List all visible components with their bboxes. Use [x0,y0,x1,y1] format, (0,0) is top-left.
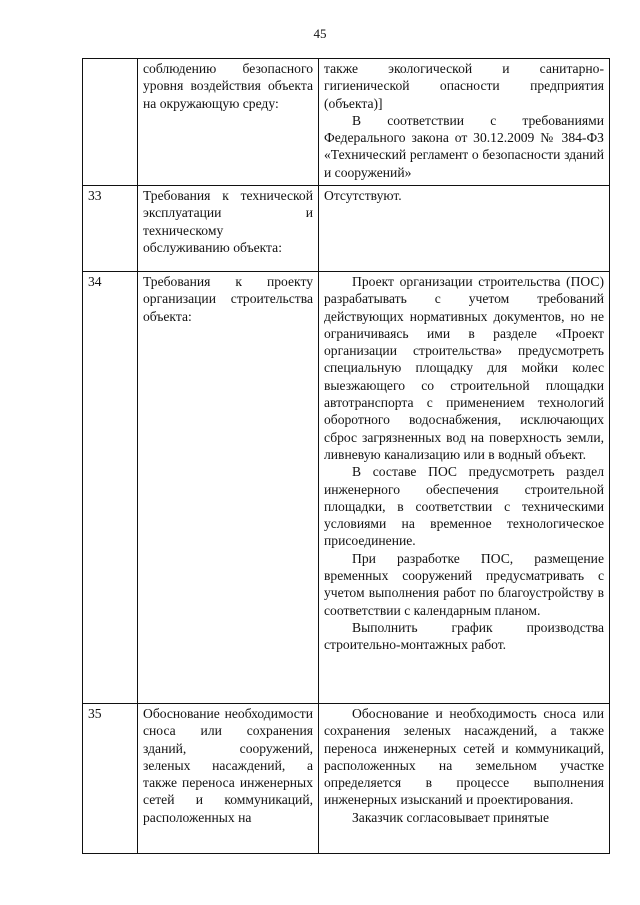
table-row [83,186,610,272]
content-cell [319,59,610,186]
requirement-text: Требования к проекту организации строительства объекта: [143,274,313,324]
requirement-cell [138,59,319,186]
content-paragraph: В соответствии с требованиями Федерального закона от 30.12.2009 № 384-ФЗ «Технический регламент о безопасности зданий и сооружений» [324,112,604,180]
content-cell [319,186,610,272]
content-paragraph: также экологической и санитарно-гигиенической опасности предприятия (объекта)] [324,61,604,111]
requirement-text: Требования к технической эксплуатации и техническому обслуживанию объекта: [143,188,313,255]
row-number-cell: 35 [83,704,138,854]
page-number: 45 [313,26,327,41]
content-paragraph: Отсутствуют. [324,188,402,203]
content-cell [319,272,610,704]
content-paragraph: Заказчик согласовывает принятые [352,809,550,825]
table-row [83,704,610,854]
row-number-cell: 33 [83,186,138,272]
requirement-text: Обоснование необходимости сноса или сохранения зданий, сооружений, зеленых насаждений, а также переноса инженерных сетей и коммуникаций, расположенных на [143,706,313,825]
content-paragraph: Выполнить график производства строительно-монтажных работ. [324,619,604,653]
requirement-cell [138,186,319,272]
row-number-cell [83,59,138,186]
requirement-cell [138,704,319,854]
content-paragraph: Проект организации строительства (ПОС) разрабатывать с учетом требований действующих нормативных документов, но не ограничиваясь ими в разделе «Проект организации строительства» предусмотреть специальную площадку для мойки колес выезжающего со строительной площадки автотранспорта с применением технологий оборотного водоснабжения, исключающих сброс загрязненных вод на поверхность земли, ливневую канализацию или в водный объект. [324,274,604,462]
row-number-cell: 34 [83,272,138,704]
content-cell [319,704,610,854]
content-paragraph: Обоснование и необходимость сноса или сохранения зеленых насаждений, а также переноса инженерных сетей и коммуникаций, расположенных на земельном участке определяется в процессе выполнения инженерных изысканий и проектирования. [324,706,604,808]
requirement-cell [138,272,319,704]
requirements-table [82,58,610,854]
content-paragraph: При разработке ПОС, размещение временных сооружений предусматривать с учетом выполнения работ по благоустройству в соответствии с календарным планом. [324,550,604,618]
table-row [83,59,610,186]
table-row [83,272,610,704]
requirement-text: соблюдению безопасного уровня воздействия объекта на окружающую среду: [143,61,313,111]
content-paragraph: В составе ПОС предусмотреть раздел инженерного обеспечения строительной площадки, в соответствии с техническими условиями на временное технологическое присоединение. [324,464,604,549]
